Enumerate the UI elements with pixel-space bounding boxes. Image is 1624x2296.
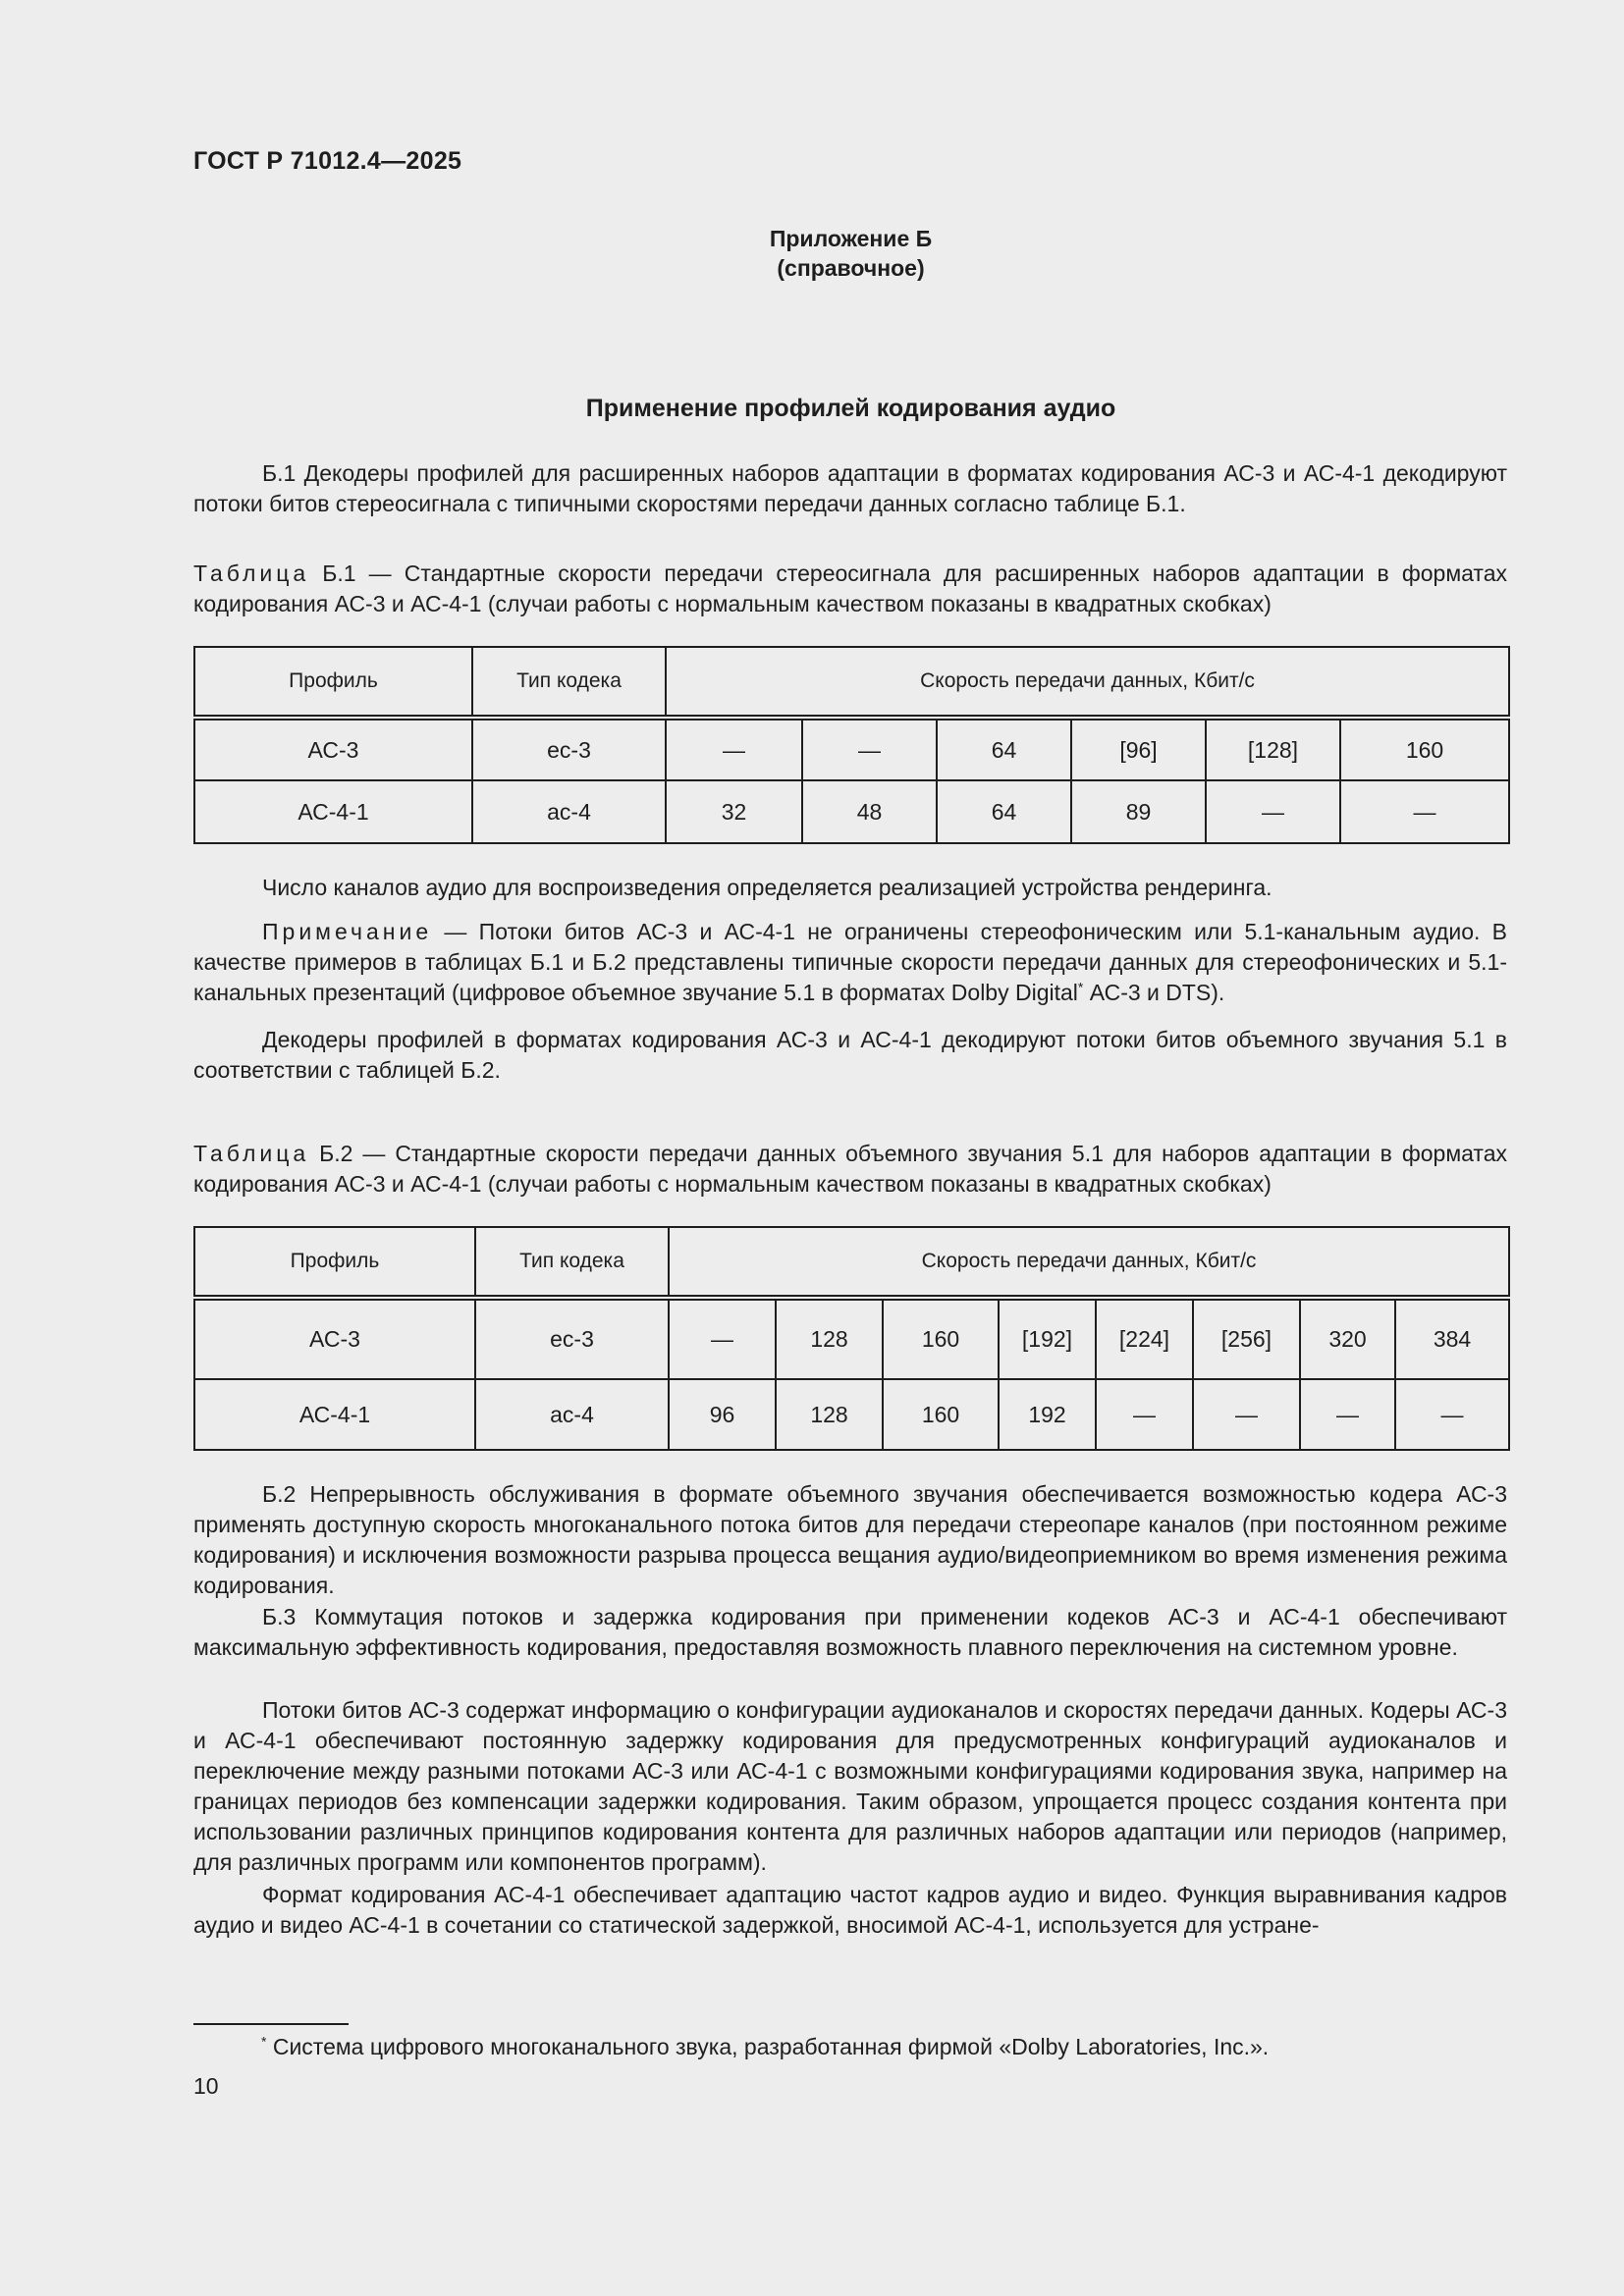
table2-cell-rate: 128 xyxy=(776,1298,883,1379)
table1-cell-rate: — xyxy=(1206,780,1340,843)
footnote xyxy=(261,2032,1269,2062)
table1-cell-profile: АС-4-1 xyxy=(194,780,472,843)
paragraph-b3: Б.3 Коммутация потоков и задержка кодирования при применении кодеков АС-3 и АС-4-1 обеспечивают максимальную эффективность кодирования, предоставляя возможность плавного переключения на системном уровне. xyxy=(193,1604,1507,1660)
table2-cell-profile: АС-3 xyxy=(194,1298,475,1379)
paragraph-format: Формат кодирования АС-4-1 обеспечивает адаптацию частот кадров аудио и видео. Функция выравнивания кадров аудио и видео АС-4-1 в сочетании со статической задержкой, вносимой АС-4-1, используется для устране- xyxy=(193,1882,1507,1938)
table1-cell-rate: 64 xyxy=(937,780,1071,843)
table2-cell-rate: 192 xyxy=(999,1379,1096,1450)
table1-caption xyxy=(193,559,1507,619)
footnote-mark: * xyxy=(261,2033,267,2050)
page-number: 10 xyxy=(193,2073,219,2099)
table-row xyxy=(194,718,1509,780)
table2-header-row xyxy=(194,1227,1509,1298)
note-label: Примечание xyxy=(262,919,433,944)
table2-header-codec: Тип кодека xyxy=(475,1227,669,1298)
table2-header-profile: Профиль xyxy=(194,1227,475,1298)
table2-cell-rate: — xyxy=(1193,1379,1300,1450)
table1-cell-rate: [128] xyxy=(1206,718,1340,780)
table2-cell-rate: — xyxy=(1096,1379,1193,1450)
table-row xyxy=(194,1298,1509,1379)
paragraph-b1: Б.1 Декодеры профилей для расширенных наборов адаптации в форматах кодирования АС-3 и АС-4-1 декодируют потоки битов стереосигнала с типичными скоростями передачи данных согласно таблице Б.1. xyxy=(193,460,1507,516)
table2-cell-codec: ес-3 xyxy=(475,1298,669,1379)
table2-cell-rate: — xyxy=(1395,1379,1509,1450)
note-text: — Потоки битов АС-3 и АС-4-1 не ограничены стереофоническим или 5.1-канальным аудио. В качестве примеров в таблицах Б.1 и Б.2 представлены типичные скорости передачи данных для стереофонических и 5.1-канальных презентаций (цифровое объемное звучание 5.1 в форматах Dolby Digital xyxy=(193,919,1507,1005)
table2-caption-text: Б.2 — Стандартные скорости передачи данных объемного звучания 5.1 для наборов адаптации в форматах кодирования АС-3 и АС-4-1 (случаи работы с нормальным качеством показаны в квадратных скобках) xyxy=(193,1141,1507,1197)
table-b1 xyxy=(193,646,1510,844)
table1-header-rate: Скорость передачи данных, Кбит/с xyxy=(666,647,1509,718)
appendix-subtitle: (справочное) xyxy=(777,255,925,281)
table2-cell-rate: 320 xyxy=(1300,1298,1395,1379)
paragraph-streams: Потоки битов АС-3 содержат информацию о конфигурации аудиоканалов и скоростях передачи данных. Кодеры АС-3 и АС-4-1 обеспечивают постоянную задержку кодирования для предусмотренных конфигураций аудиоканалов и переключение между разными потоками АС-3 или АС-4-1 с возможными конфигурациями кодирования звука, например на границах периодов без компенсации задержки кодирования. Таким образом, упрощается процесс создания контента при использовании различных принципов кодирования контента для различных наборов адаптации или периодов (например, для различных программ или компонентов программ). xyxy=(193,1697,1507,1875)
table-b2 xyxy=(193,1226,1510,1451)
table1-cell-rate: 160 xyxy=(1340,718,1509,780)
table-row xyxy=(194,1379,1509,1450)
table1-header-row xyxy=(194,647,1509,718)
table1-cell-rate: 89 xyxy=(1071,780,1206,843)
table1-cell-rate: 48 xyxy=(802,780,937,843)
footnote-text: Система цифрового многоканального звука, разработанная фирмой «Dolby Laboratories, Inc.». xyxy=(266,2034,1270,2059)
appendix-title: Приложение Б xyxy=(769,226,933,251)
table1-cell-rate: — xyxy=(802,718,937,780)
table1-cell-rate: [96] xyxy=(1071,718,1206,780)
table2-cell-rate: 96 xyxy=(669,1379,776,1450)
table1-header-codec: Тип кодека xyxy=(472,647,666,718)
table2-cell-rate: 384 xyxy=(1395,1298,1509,1379)
table2-cell-rate: 160 xyxy=(883,1298,999,1379)
table2-cell-rate: [192] xyxy=(999,1298,1096,1379)
table2-cell-rate: [224] xyxy=(1096,1298,1193,1379)
section-title: Применение профилей кодирования аудио xyxy=(585,395,1116,422)
table2-cell-rate: 128 xyxy=(776,1379,883,1450)
table2-cell-codec: ас-4 xyxy=(475,1379,669,1450)
footnote-mark: * xyxy=(1077,979,1084,995)
note-paragraph xyxy=(193,917,1507,1008)
table2-caption-label: Таблица xyxy=(193,1141,310,1166)
table1-cell-codec: ас-4 xyxy=(472,780,666,843)
note-text-end: АС-3 и DTS). xyxy=(1083,980,1225,1005)
footnote-separator xyxy=(193,2023,349,2025)
document-code: ГОСТ Р 71012.4—2025 xyxy=(193,147,462,175)
table2-header-rate: Скорость передачи данных, Кбит/с xyxy=(669,1227,1509,1298)
table-row xyxy=(194,780,1509,843)
table2-cell-rate: [256] xyxy=(1193,1298,1300,1379)
table2-caption xyxy=(193,1139,1507,1200)
table1-cell-rate: 64 xyxy=(937,718,1071,780)
table1-cell-codec: ес-3 xyxy=(472,718,666,780)
table1-caption-label: Таблица xyxy=(193,561,310,586)
paragraph-decoders: Декодеры профилей в форматах кодирования АС-3 и АС-4-1 декодируют потоки битов объемного звучания 5.1 в соответствии с таблицей Б.2. xyxy=(193,1027,1507,1083)
table1-cell-rate: — xyxy=(666,718,802,780)
paragraph-b2: Б.2 Непрерывность обслуживания в формате объемного звучания обеспечивается возможностью кодера АС-3 применять доступную скорость многоканального потока битов для передачи стереопаре каналов (при постоянном режиме кодирования) и исключения возможности разрыва процесса вещания аудио/видеоприемником во время изменения режима кодирования. xyxy=(193,1481,1507,1598)
table1-caption-text: Б.1 — Стандартные скорости передачи стереосигнала для расширенных наборов адаптации в форматах кодирования АС-3 и АС-4-1 (случаи работы с нормальным качеством показаны в квадратных скобках) xyxy=(193,561,1507,616)
table2-cell-rate: 160 xyxy=(883,1379,999,1450)
paragraph-channels: Число каналов аудио для воспроизведения определяется реализацией устройства рендеринга. xyxy=(262,875,1272,900)
table1-cell-rate: 32 xyxy=(666,780,802,843)
table1-cell-rate: — xyxy=(1340,780,1509,843)
table2-cell-profile: АС-4-1 xyxy=(194,1379,475,1450)
table2-cell-rate: — xyxy=(1300,1379,1395,1450)
table2-cell-rate: — xyxy=(669,1298,776,1379)
table1-cell-profile: АС-3 xyxy=(194,718,472,780)
table1-header-profile: Профиль xyxy=(194,647,472,718)
